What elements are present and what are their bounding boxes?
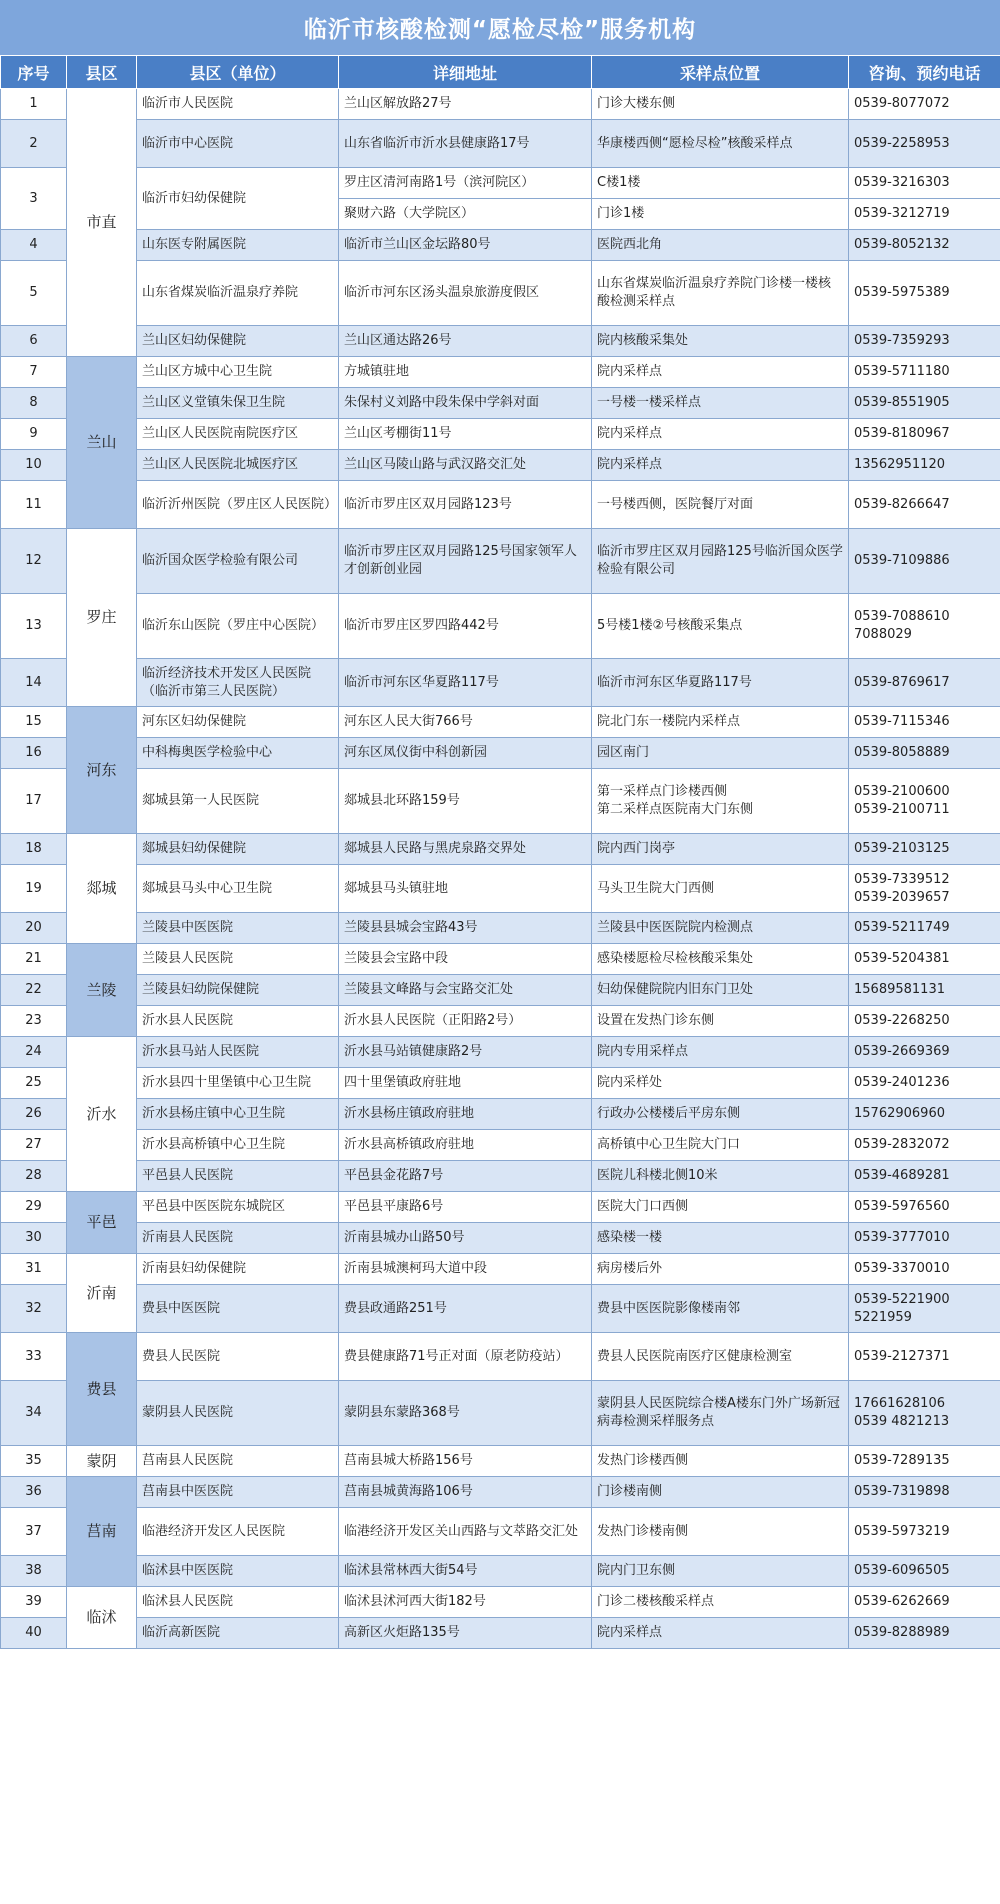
address-cell: 郯城县马头镇驻地 xyxy=(339,865,592,913)
address-cell: 临沂市河东区汤头温泉旅游度假区 xyxy=(339,261,592,326)
row-number: 22 xyxy=(1,975,67,1006)
row-number: 36 xyxy=(1,1477,67,1508)
phone-cell: 0539-5711180 xyxy=(849,357,1000,388)
unit-cell: 临沂市妇幼保健院 xyxy=(137,168,339,230)
address-cell: 兰山区考棚街11号 xyxy=(339,419,592,450)
unit-cell: 临沭县中医医院 xyxy=(137,1556,339,1587)
site-cell: 院内采样点 xyxy=(592,450,849,481)
row-number: 14 xyxy=(1,659,67,707)
site-cell: 门诊楼南侧 xyxy=(592,1477,849,1508)
row-number: 31 xyxy=(1,1254,67,1285)
unit-cell: 莒南县人民医院 xyxy=(137,1446,339,1477)
unit-cell: 沂水县高桥镇中心卫生院 xyxy=(137,1130,339,1161)
table-row xyxy=(1,1192,1000,1223)
phone-cell: 0539-6262669 xyxy=(849,1587,1000,1618)
address-cell: 罗庄区清河南路1号（滨河院区） xyxy=(339,168,592,199)
unit-cell: 郯城县第一人民医院 xyxy=(137,769,339,834)
address-cell: 方城镇驻地 xyxy=(339,357,592,388)
header-no: 序号 xyxy=(1,56,67,89)
site-cell: 临沂市河东区华夏路117号 xyxy=(592,659,849,707)
phone-cell: 0539-2100600 0539-2100711 xyxy=(849,769,1000,834)
unit-cell: 沂南县人民医院 xyxy=(137,1223,339,1254)
row-number: 7 xyxy=(1,357,67,388)
address-cell: 兰陵县文峰路与会宝路交汇处 xyxy=(339,975,592,1006)
phone-cell: 0539-8266647 xyxy=(849,481,1000,529)
unit-cell: 蒙阴县人民医院 xyxy=(137,1381,339,1446)
address-cell: 蒙阴县东蒙路368号 xyxy=(339,1381,592,1446)
phone-cell: 0539-5221900 5221959 xyxy=(849,1285,1000,1333)
site-cell: 园区南门 xyxy=(592,738,849,769)
phone-cell: 0539-4689281 xyxy=(849,1161,1000,1192)
table-row xyxy=(1,388,1000,419)
site-cell: 蒙阴县人民医院综合楼A楼东门外广场新冠病毒检测采样服务点 xyxy=(592,1381,849,1446)
header-unit: 县区（单位） xyxy=(137,56,339,89)
table-row xyxy=(1,1161,1000,1192)
phone-cell: 13562951120 xyxy=(849,450,1000,481)
phone-cell: 0539-5973219 xyxy=(849,1508,1000,1556)
row-number: 29 xyxy=(1,1192,67,1223)
phone-cell: 0539-2127371 xyxy=(849,1333,1000,1381)
unit-cell: 临沂市人民医院 xyxy=(137,89,339,120)
site-cell: 院内专用采样点 xyxy=(592,1037,849,1068)
phone-cell: 0539-7289135 xyxy=(849,1446,1000,1477)
table-row xyxy=(1,1099,1000,1130)
row-number: 40 xyxy=(1,1618,67,1649)
service-table xyxy=(0,55,1000,1649)
county-cell: 临沭 xyxy=(67,1587,137,1649)
phone-cell: 0539-5975389 xyxy=(849,261,1000,326)
phone-cell: 0539-2401236 xyxy=(849,1068,1000,1099)
table-row xyxy=(1,769,1000,834)
address-cell: 临港经济开发区关山西路与文萃路交汇处 xyxy=(339,1508,592,1556)
unit-cell: 临沂沂州医院（罗庄区人民医院） xyxy=(137,481,339,529)
row-number: 5 xyxy=(1,261,67,326)
table-row xyxy=(1,707,1000,738)
address-cell: 临沂市罗庄区双月园路125号国家领军人才创新创业园 xyxy=(339,529,592,594)
phone-cell: 0539-7319898 xyxy=(849,1477,1000,1508)
table-row xyxy=(1,450,1000,481)
unit-cell: 兰山区义堂镇朱保卫生院 xyxy=(137,388,339,419)
table-row xyxy=(1,834,1000,865)
unit-cell: 兰陵县中医医院 xyxy=(137,913,339,944)
address-cell: 费县健康路71号正对面（原老防疫站） xyxy=(339,1333,592,1381)
site-cell: 院内核酸采集处 xyxy=(592,326,849,357)
address-cell: 沂水县人民医院（正阳路2号） xyxy=(339,1006,592,1037)
address-cell: 费县政通路251号 xyxy=(339,1285,592,1333)
row-number: 6 xyxy=(1,326,67,357)
phone-cell: 0539-8288989 xyxy=(849,1618,1000,1649)
unit-cell: 平邑县人民医院 xyxy=(137,1161,339,1192)
address-cell: 朱保村义刘路中段朱保中学斜对面 xyxy=(339,388,592,419)
table-row xyxy=(1,1446,1000,1477)
unit-cell: 沂水县杨庄镇中心卫生院 xyxy=(137,1099,339,1130)
table-row xyxy=(1,975,1000,1006)
table-row xyxy=(1,1285,1000,1333)
site-cell: 临沂市罗庄区双月园路125号临沂国众医学检验有限公司 xyxy=(592,529,849,594)
row-number: 35 xyxy=(1,1446,67,1477)
table-row xyxy=(1,326,1000,357)
row-number: 34 xyxy=(1,1381,67,1446)
row-number: 21 xyxy=(1,944,67,975)
county-cell: 平邑 xyxy=(67,1192,137,1254)
row-number: 27 xyxy=(1,1130,67,1161)
site-cell: 发热门诊楼南侧 xyxy=(592,1508,849,1556)
phone-cell: 0539-7109886 xyxy=(849,529,1000,594)
address-cell: 兰山区马陵山路与武汉路交汇处 xyxy=(339,450,592,481)
site-cell: 门诊大楼东侧 xyxy=(592,89,849,120)
table-row xyxy=(1,419,1000,450)
site-cell: 感染楼一楼 xyxy=(592,1223,849,1254)
phone-cell: 0539-2832072 xyxy=(849,1130,1000,1161)
table-row xyxy=(1,1130,1000,1161)
phone-cell: 0539-5976560 xyxy=(849,1192,1000,1223)
unit-cell: 兰山区人民医院南院医疗区 xyxy=(137,419,339,450)
site-cell: 门诊二楼核酸采样点 xyxy=(592,1587,849,1618)
table-row xyxy=(1,1477,1000,1508)
site-cell: 院北门东一楼院内采样点 xyxy=(592,707,849,738)
address-cell: 临沂市河东区华夏路117号 xyxy=(339,659,592,707)
unit-cell: 沂水县马站人民医院 xyxy=(137,1037,339,1068)
address-cell: 四十里堡镇政府驻地 xyxy=(339,1068,592,1099)
county-cell: 莒南 xyxy=(67,1477,137,1587)
table-row xyxy=(1,529,1000,594)
unit-cell: 临沭县人民医院 xyxy=(137,1587,339,1618)
unit-cell: 兰陵县妇幼院保健院 xyxy=(137,975,339,1006)
phone-cell: 0539-3216303 xyxy=(849,168,1000,199)
table-row xyxy=(1,1254,1000,1285)
address-cell: 兰陵县会宝路中段 xyxy=(339,944,592,975)
row-number: 26 xyxy=(1,1099,67,1130)
unit-cell: 临沂东山医院（罗庄中心医院） xyxy=(137,594,339,659)
phone-cell: 17661628106 0539 4821213 xyxy=(849,1381,1000,1446)
phone-cell: 0539-2669369 xyxy=(849,1037,1000,1068)
phone-cell: 0539-5211749 xyxy=(849,913,1000,944)
table-row xyxy=(1,594,1000,659)
row-number: 20 xyxy=(1,913,67,944)
address-cell: 兰山区解放路27号 xyxy=(339,89,592,120)
unit-cell: 河东区妇幼保健院 xyxy=(137,707,339,738)
phone-cell: 0539-8058889 xyxy=(849,738,1000,769)
unit-cell: 山东省煤炭临沂温泉疗养院 xyxy=(137,261,339,326)
address-cell: 沂水县高桥镇政府驻地 xyxy=(339,1130,592,1161)
row-number: 38 xyxy=(1,1556,67,1587)
site-cell: 第一采样点门诊楼西侧 第二采样点医院南大门东侧 xyxy=(592,769,849,834)
row-number: 25 xyxy=(1,1068,67,1099)
address-cell: 临沭县沭河西大街182号 xyxy=(339,1587,592,1618)
unit-cell: 兰山区方城中心卫生院 xyxy=(137,357,339,388)
phone-cell: 0539-2258953 xyxy=(849,120,1000,168)
address-cell: 临沂市罗庄区双月园路123号 xyxy=(339,481,592,529)
row-number: 13 xyxy=(1,594,67,659)
document-title: 临沂市核酸检测“愿检尽检”服务机构 xyxy=(0,0,1000,55)
unit-cell: 平邑县中医医院东城院区 xyxy=(137,1192,339,1223)
table-row xyxy=(1,357,1000,388)
county-cell: 兰陵 xyxy=(67,944,137,1037)
unit-cell: 临港经济开发区人民医院 xyxy=(137,1508,339,1556)
site-cell: 发热门诊楼西侧 xyxy=(592,1446,849,1477)
row-number: 30 xyxy=(1,1223,67,1254)
phone-cell: 0539-7359293 xyxy=(849,326,1000,357)
address-cell: 沂南县城澳柯玛大道中段 xyxy=(339,1254,592,1285)
unit-cell: 兰山区妇幼保健院 xyxy=(137,326,339,357)
address-cell: 沂水县杨庄镇政府驻地 xyxy=(339,1099,592,1130)
site-cell: C楼1楼 xyxy=(592,168,849,199)
phone-cell: 0539-2268250 xyxy=(849,1006,1000,1037)
row-number: 39 xyxy=(1,1587,67,1618)
row-number: 12 xyxy=(1,529,67,594)
address-cell: 河东区凤仪街中科创新园 xyxy=(339,738,592,769)
phone-cell: 0539-3370010 xyxy=(849,1254,1000,1285)
row-number: 28 xyxy=(1,1161,67,1192)
site-cell: 马头卫生院大门西侧 xyxy=(592,865,849,913)
phone-cell: 0539-3212719 xyxy=(849,199,1000,230)
address-cell: 高新区火炬路135号 xyxy=(339,1618,592,1649)
phone-cell: 15762906960 xyxy=(849,1099,1000,1130)
address-cell: 兰山区通达路26号 xyxy=(339,326,592,357)
site-cell: 设置在发热门诊东侧 xyxy=(592,1006,849,1037)
unit-cell: 兰陵县人民医院 xyxy=(137,944,339,975)
address-cell: 郯城县人民路与黑虎泉路交界处 xyxy=(339,834,592,865)
phone-cell: 0539-2103125 xyxy=(849,834,1000,865)
row-number: 8 xyxy=(1,388,67,419)
row-number: 23 xyxy=(1,1006,67,1037)
header-county: 县区 xyxy=(67,56,137,89)
address-cell: 平邑县金花路7号 xyxy=(339,1161,592,1192)
table-row xyxy=(1,865,1000,913)
unit-cell: 费县中医医院 xyxy=(137,1285,339,1333)
site-cell: 费县中医医院影像楼南邻 xyxy=(592,1285,849,1333)
address-cell: 河东区人民大街766号 xyxy=(339,707,592,738)
row-number: 37 xyxy=(1,1508,67,1556)
address-cell: 莒南县城大桥路156号 xyxy=(339,1446,592,1477)
table-row xyxy=(1,944,1000,975)
row-number: 1 xyxy=(1,89,67,120)
site-cell: 感染楼愿检尽检核酸采集处 xyxy=(592,944,849,975)
table-row xyxy=(1,120,1000,168)
address-cell: 沂南县城办山路50号 xyxy=(339,1223,592,1254)
unit-cell: 郯城县妇幼保健院 xyxy=(137,834,339,865)
unit-cell: 中科梅奥医学检验中心 xyxy=(137,738,339,769)
row-number: 17 xyxy=(1,769,67,834)
site-cell: 院内门卫东侧 xyxy=(592,1556,849,1587)
row-number: 15 xyxy=(1,707,67,738)
header-site: 采样点位置 xyxy=(592,56,849,89)
site-cell: 兰陵县中医医院院内检测点 xyxy=(592,913,849,944)
phone-cell: 0539-6096505 xyxy=(849,1556,1000,1587)
county-cell: 郯城 xyxy=(67,834,137,944)
table-row xyxy=(1,913,1000,944)
table-row xyxy=(1,168,1000,199)
phone-cell: 15689581131 xyxy=(849,975,1000,1006)
county-cell: 罗庄 xyxy=(67,529,137,707)
table-row xyxy=(1,1006,1000,1037)
table-body xyxy=(1,89,1000,1649)
unit-cell: 临沂国众医学检验有限公司 xyxy=(137,529,339,594)
site-cell: 门诊1楼 xyxy=(592,199,849,230)
site-cell: 妇幼保健院院内旧东门卫处 xyxy=(592,975,849,1006)
site-cell: 华康楼西侧“愿检尽检”核酸采样点 xyxy=(592,120,849,168)
unit-cell: 莒南县中医医院 xyxy=(137,1477,339,1508)
site-cell: 一号楼一楼采样点 xyxy=(592,388,849,419)
address-cell: 临沭县常林西大街54号 xyxy=(339,1556,592,1587)
site-cell: 高桥镇中心卫生院大门口 xyxy=(592,1130,849,1161)
phone-cell: 0539-8077072 xyxy=(849,89,1000,120)
unit-cell: 临沂经济技术开发区人民医院（临沂市第三人民医院） xyxy=(137,659,339,707)
row-number: 18 xyxy=(1,834,67,865)
county-cell: 河东 xyxy=(67,707,137,834)
row-number: 4 xyxy=(1,230,67,261)
phone-cell: 0539-8551905 xyxy=(849,388,1000,419)
address-cell: 临沂市兰山区金坛路80号 xyxy=(339,230,592,261)
table-row xyxy=(1,1037,1000,1068)
row-number: 24 xyxy=(1,1037,67,1068)
unit-cell: 沂水县四十里堡镇中心卫生院 xyxy=(137,1068,339,1099)
site-cell: 5号楼1楼②号核酸采集点 xyxy=(592,594,849,659)
table-row xyxy=(1,1333,1000,1381)
unit-cell: 郯城县马头中心卫生院 xyxy=(137,865,339,913)
table-row xyxy=(1,1068,1000,1099)
phone-cell: 0539-8180967 xyxy=(849,419,1000,450)
address-cell: 临沂市罗庄区罗四路442号 xyxy=(339,594,592,659)
header-phone: 咨询、预约电话 xyxy=(849,56,1000,89)
table-row xyxy=(1,738,1000,769)
table-row xyxy=(1,1587,1000,1618)
table-header-row xyxy=(1,56,1000,89)
unit-cell: 临沂高新医院 xyxy=(137,1618,339,1649)
row-number: 16 xyxy=(1,738,67,769)
table-row xyxy=(1,1223,1000,1254)
table-row xyxy=(1,261,1000,326)
county-cell: 沂南 xyxy=(67,1254,137,1333)
row-number: 19 xyxy=(1,865,67,913)
row-number: 9 xyxy=(1,419,67,450)
row-number: 2 xyxy=(1,120,67,168)
unit-cell: 兰山区人民医院北城医疗区 xyxy=(137,450,339,481)
site-cell: 医院西北角 xyxy=(592,230,849,261)
unit-cell: 临沂市中心医院 xyxy=(137,120,339,168)
address-cell: 聚财六路（大学院区） xyxy=(339,199,592,230)
county-cell: 沂水 xyxy=(67,1037,137,1192)
row-number: 32 xyxy=(1,1285,67,1333)
address-cell: 郯城县北环路159号 xyxy=(339,769,592,834)
site-cell: 院内采样点 xyxy=(592,357,849,388)
unit-cell: 沂水县人民医院 xyxy=(137,1006,339,1037)
row-number: 3 xyxy=(1,168,67,230)
site-cell: 医院大门口西侧 xyxy=(592,1192,849,1223)
unit-cell: 山东医专附属医院 xyxy=(137,230,339,261)
address-cell: 兰陵县县城会宝路43号 xyxy=(339,913,592,944)
site-cell: 病房楼后外 xyxy=(592,1254,849,1285)
row-number: 10 xyxy=(1,450,67,481)
phone-cell: 0539-8052132 xyxy=(849,230,1000,261)
row-number: 11 xyxy=(1,481,67,529)
county-cell: 费县 xyxy=(67,1333,137,1446)
site-cell: 山东省煤炭临沂温泉疗养院门诊楼一楼核酸检测采样点 xyxy=(592,261,849,326)
table-row xyxy=(1,1508,1000,1556)
site-cell: 院内采样处 xyxy=(592,1068,849,1099)
address-cell: 平邑县平康路6号 xyxy=(339,1192,592,1223)
site-cell: 费县人民医院南医疗区健康检测室 xyxy=(592,1333,849,1381)
table-row xyxy=(1,1381,1000,1446)
phone-cell: 0539-7088610 7088029 xyxy=(849,594,1000,659)
county-cell: 兰山 xyxy=(67,357,137,529)
table-row xyxy=(1,1556,1000,1587)
address-cell: 沂水县马站镇健康路2号 xyxy=(339,1037,592,1068)
site-cell: 行政办公楼楼后平房东侧 xyxy=(592,1099,849,1130)
table-row xyxy=(1,1618,1000,1649)
site-cell: 医院儿科楼北侧10米 xyxy=(592,1161,849,1192)
site-cell: 一号楼西侧，医院餐厅对面 xyxy=(592,481,849,529)
table-row xyxy=(1,481,1000,529)
unit-cell: 沂南县妇幼保健院 xyxy=(137,1254,339,1285)
table-row xyxy=(1,659,1000,707)
site-cell: 院内采样点 xyxy=(592,419,849,450)
row-number: 33 xyxy=(1,1333,67,1381)
header-address: 详细地址 xyxy=(339,56,592,89)
site-cell: 院内采样点 xyxy=(592,1618,849,1649)
address-cell: 莒南县城黄海路106号 xyxy=(339,1477,592,1508)
unit-cell: 费县人民医院 xyxy=(137,1333,339,1381)
phone-cell: 0539-3777010 xyxy=(849,1223,1000,1254)
address-cell: 山东省临沂市沂水县健康路17号 xyxy=(339,120,592,168)
phone-cell: 0539-8769617 xyxy=(849,659,1000,707)
phone-cell: 0539-7339512 0539-2039657 xyxy=(849,865,1000,913)
table-row xyxy=(1,89,1000,120)
county-cell: 市直 xyxy=(67,89,137,357)
site-cell: 院内西门岗亭 xyxy=(592,834,849,865)
table-row xyxy=(1,230,1000,261)
phone-cell: 0539-5204381 xyxy=(849,944,1000,975)
phone-cell: 0539-7115346 xyxy=(849,707,1000,738)
county-cell: 蒙阴 xyxy=(67,1446,137,1477)
